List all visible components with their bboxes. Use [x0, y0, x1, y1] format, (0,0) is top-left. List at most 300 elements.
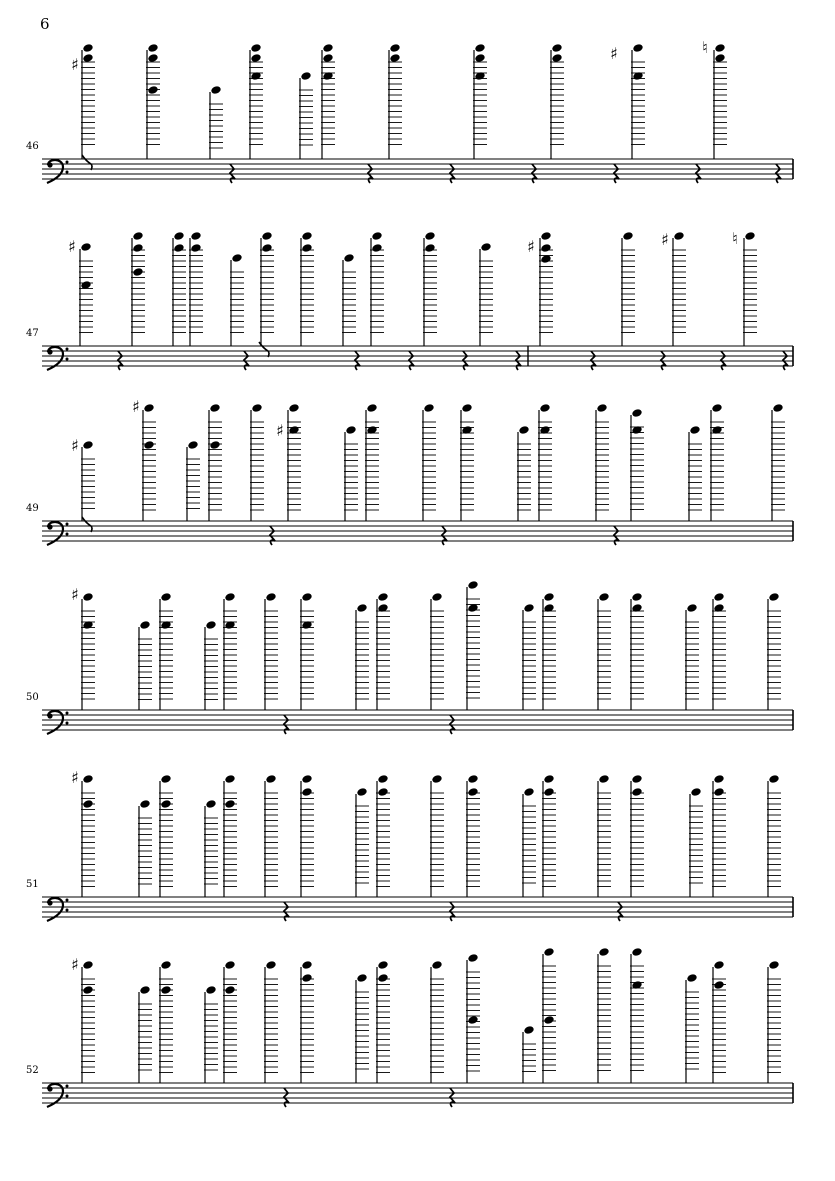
notehead: [265, 960, 276, 970]
notehead: [160, 960, 171, 970]
chord-stem: [689, 787, 703, 897]
chord-stem: [388, 43, 402, 159]
notehead: [598, 774, 609, 784]
notehead: [431, 960, 442, 970]
notehead: [631, 408, 642, 418]
chord-stem: [138, 620, 152, 710]
sharp-icon: ♯: [527, 237, 535, 256]
quarter-rest: [614, 526, 619, 545]
notehead: [377, 603, 388, 613]
chord-stem: [355, 973, 369, 1083]
quarter-rest: [721, 351, 726, 370]
notehead: [356, 787, 367, 797]
notehead: [423, 403, 434, 413]
measure-number: 46: [26, 141, 39, 152]
notehead: [539, 403, 550, 413]
chord-stem: [630, 408, 644, 521]
chord-stem: [376, 592, 390, 710]
chord-stem: [376, 774, 390, 897]
chord-stem: [522, 787, 536, 897]
notehead: [467, 1015, 478, 1025]
notehead: [543, 1015, 554, 1025]
chord-stem: [630, 774, 644, 897]
notehead: [467, 774, 478, 784]
notehead: [82, 440, 93, 450]
chord-stem: [189, 231, 203, 346]
chord-stem: [597, 774, 611, 897]
quarter-rest: [409, 351, 414, 370]
notehead: [343, 253, 354, 263]
notehead: [224, 799, 235, 809]
notehead: [301, 620, 312, 630]
notehead: [598, 947, 609, 957]
notehead: [551, 43, 562, 53]
notehead: [713, 592, 724, 602]
eighth-flag: [82, 155, 92, 170]
notehead: [523, 787, 534, 797]
chord-stem: [344, 425, 358, 521]
chord-stem: [688, 425, 702, 521]
chord-stem: [767, 960, 781, 1083]
notehead: [82, 620, 93, 630]
notehead: [518, 425, 529, 435]
bass-clef-icon: [47, 1084, 69, 1107]
chord-stem: [79, 242, 93, 346]
quarter-rest: [450, 715, 455, 734]
sharp-icon: ♯: [610, 44, 618, 63]
chord-stem: [743, 231, 757, 346]
page-number: 6: [40, 15, 50, 33]
notehead: [480, 242, 491, 252]
chord-stem: [355, 603, 369, 710]
notehead: [301, 960, 312, 970]
notehead: [265, 774, 276, 784]
chord-stem: [138, 985, 152, 1083]
notehead: [173, 231, 184, 241]
notehead: [631, 980, 642, 990]
notehead: [250, 71, 261, 81]
notehead: [301, 774, 312, 784]
notehead: [231, 253, 242, 263]
staff-system: [42, 897, 793, 917]
notehead: [301, 231, 312, 241]
quarter-rest: [244, 351, 249, 370]
measure-number: 49: [26, 503, 39, 514]
chord-stem: [631, 43, 645, 159]
notehead: [209, 403, 220, 413]
chord-stem: [204, 620, 218, 710]
notehead: [377, 973, 388, 983]
sharp-icon: ♯: [71, 768, 79, 787]
notehead: [224, 985, 235, 995]
notehead: [523, 603, 534, 613]
quarter-rest: [618, 902, 623, 921]
notehead: [598, 592, 609, 602]
notehead: [224, 774, 235, 784]
notehead: [543, 603, 554, 613]
notehead: [431, 592, 442, 602]
notehead: [543, 774, 554, 784]
measure-number: 51: [26, 879, 39, 890]
quarter-rest: [463, 351, 468, 370]
bass-clef-icon: [47, 711, 69, 734]
chord-stem: [542, 947, 556, 1083]
chord-stem: [300, 960, 314, 1083]
chord-stem: [138, 799, 152, 897]
notehead: [132, 243, 143, 253]
notehead: [377, 774, 388, 784]
quarter-rest: [614, 164, 619, 183]
chord-stem: [209, 85, 223, 159]
sharp-icon: ♯: [71, 55, 79, 74]
staff-system: [42, 159, 793, 179]
chord-stem: [430, 592, 444, 710]
chord-stem: [300, 231, 314, 346]
notehead: [147, 53, 158, 63]
staff-system: [42, 346, 793, 366]
bass-clef-icon: [47, 898, 69, 921]
notehead: [713, 960, 724, 970]
chord-stem: [710, 403, 724, 521]
chord-stem: [223, 592, 237, 710]
notehead: [160, 985, 171, 995]
chord-stem: [712, 960, 726, 1083]
chord-stem: [223, 960, 237, 1083]
chord-stem: [81, 440, 95, 521]
notehead: [224, 620, 235, 630]
notehead: [686, 973, 697, 983]
notehead: [205, 799, 216, 809]
notehead: [187, 440, 198, 450]
quarter-rest: [368, 164, 373, 183]
staff-system: [42, 710, 793, 730]
chord-stem: [264, 592, 278, 710]
sharp-icon: ♯: [68, 237, 76, 256]
chord-stem: [260, 231, 274, 346]
quarter-rest: [442, 526, 447, 545]
chord-stem: [423, 231, 437, 346]
notehead: [631, 947, 642, 957]
notehead: [713, 774, 724, 784]
notehead: [82, 985, 93, 995]
chord-stem: [550, 43, 564, 159]
chord-stem: [538, 403, 552, 521]
staff-system: [42, 521, 793, 541]
chord-stem: [204, 799, 218, 897]
chord-stem: [146, 43, 160, 159]
notehead: [251, 403, 262, 413]
chord-stem: [342, 253, 356, 346]
notehead: [80, 242, 91, 252]
quarter-rest: [450, 902, 455, 921]
notehead: [143, 403, 154, 413]
chord-stem: [542, 592, 556, 710]
bass-clef-icon: [47, 347, 69, 370]
chord-stem: [767, 774, 781, 897]
notehead: [377, 592, 388, 602]
bass-clef-icon: [47, 160, 69, 183]
notehead: [474, 43, 485, 53]
notehead: [596, 403, 607, 413]
chord-stem: [370, 231, 384, 346]
chord-stem: [771, 403, 785, 521]
eighth-flag: [82, 517, 92, 532]
notehead: [82, 592, 93, 602]
notehead: [768, 592, 779, 602]
notehead: [143, 440, 154, 450]
chord-stem: [172, 231, 186, 346]
chord-stem: [473, 43, 487, 159]
notehead: [301, 592, 312, 602]
chord-stem: [597, 592, 611, 710]
notehead: [322, 43, 333, 53]
notehead: [673, 231, 684, 241]
notehead: [540, 243, 551, 253]
chord-stem: [685, 973, 699, 1083]
notehead: [288, 425, 299, 435]
natural-icon: ♮: [732, 229, 738, 248]
notehead: [631, 603, 642, 613]
notehead: [173, 243, 184, 253]
notehead: [371, 243, 382, 253]
notehead: [543, 947, 554, 957]
notehead: [714, 53, 725, 63]
notehead: [160, 774, 171, 784]
eighth-flag: [259, 342, 269, 357]
notehead: [224, 592, 235, 602]
chord-stem: [479, 242, 493, 346]
notehead: [356, 603, 367, 613]
notehead: [474, 71, 485, 81]
notehead: [768, 774, 779, 784]
notehead: [190, 231, 201, 241]
chord-stem: [767, 592, 781, 710]
chord-stem: [264, 960, 278, 1083]
quarter-rest: [355, 351, 360, 370]
notehead: [539, 425, 550, 435]
chord-stem: [159, 774, 173, 897]
chord-stem: [466, 580, 480, 710]
notehead: [301, 243, 312, 253]
chord-stem: [430, 960, 444, 1083]
quarter-rest: [118, 351, 123, 370]
notehead: [139, 799, 150, 809]
notehead: [389, 43, 400, 53]
quarter-rest: [284, 1088, 289, 1107]
notehead: [288, 403, 299, 413]
chord-stem: [460, 403, 474, 521]
notehead: [631, 774, 642, 784]
quarter-rest: [776, 164, 781, 183]
notehead: [205, 620, 216, 630]
quarter-rest: [270, 526, 275, 545]
quarter-rest: [516, 351, 521, 370]
chord-stem: [539, 231, 553, 346]
notehead: [82, 799, 93, 809]
chord-stem: [159, 592, 173, 710]
notehead: [82, 774, 93, 784]
chord-stem: [621, 231, 635, 346]
chord-stem: [630, 947, 644, 1083]
quarter-rest: [450, 1088, 455, 1107]
notehead: [82, 43, 93, 53]
notehead: [261, 231, 272, 241]
notehead: [209, 440, 220, 450]
chord-stem: [522, 603, 536, 710]
chord-stem: [542, 774, 556, 897]
notehead: [467, 953, 478, 963]
notehead: [768, 960, 779, 970]
notehead: [371, 231, 382, 241]
notehead: [366, 425, 377, 435]
chord-stem: [300, 592, 314, 710]
chord-stem: [685, 603, 699, 710]
measure-number: 52: [26, 1065, 39, 1076]
notehead: [82, 53, 93, 63]
notehead: [424, 243, 435, 253]
chord-stem: [186, 440, 200, 521]
chord-stem: [672, 231, 686, 346]
notehead: [356, 973, 367, 983]
sharp-icon: ♯: [661, 230, 669, 249]
notehead: [543, 592, 554, 602]
notehead: [377, 787, 388, 797]
notehead: [631, 787, 642, 797]
notehead: [772, 403, 783, 413]
chord-stem: [430, 774, 444, 897]
notehead: [523, 1025, 534, 1035]
notehead: [160, 620, 171, 630]
notehead: [632, 71, 643, 81]
sharp-icon: ♯: [71, 955, 79, 974]
notehead: [139, 620, 150, 630]
notehead: [461, 403, 472, 413]
chord-stem: [466, 953, 480, 1083]
chord-stem: [299, 71, 313, 159]
notehead: [540, 231, 551, 241]
quarter-rest: [230, 164, 235, 183]
chord-stem: [300, 774, 314, 897]
chord-stem: [223, 774, 237, 897]
chord-stem: [250, 403, 264, 521]
notehead: [551, 53, 562, 63]
notehead: [224, 960, 235, 970]
notehead: [631, 425, 642, 435]
notehead: [632, 43, 643, 53]
notehead: [713, 787, 724, 797]
measure-number: 50: [26, 692, 39, 703]
notehead: [147, 43, 158, 53]
notehead: [322, 71, 333, 81]
quarter-rest: [450, 164, 455, 183]
chord-stem: [159, 960, 173, 1083]
notehead: [543, 787, 554, 797]
notehead: [424, 231, 435, 241]
notehead: [139, 985, 150, 995]
notehead: [467, 580, 478, 590]
notehead: [366, 403, 377, 413]
chord-stem: [81, 43, 95, 159]
quarter-rest: [532, 164, 537, 183]
chord-stem: [712, 592, 726, 710]
notehead: [714, 43, 725, 53]
chord-stem: [466, 774, 480, 897]
measure-number: 47: [26, 328, 39, 339]
notehead: [132, 231, 143, 241]
sharp-icon: ♯: [276, 421, 284, 440]
staff-system: [42, 1083, 793, 1103]
chord-stem: [142, 403, 156, 521]
notehead: [210, 85, 221, 95]
notehead: [686, 603, 697, 613]
notehead: [389, 53, 400, 63]
notehead: [205, 985, 216, 995]
notehead: [160, 799, 171, 809]
natural-icon: ♮: [702, 38, 708, 57]
notehead: [132, 267, 143, 277]
sharp-icon: ♯: [71, 436, 79, 455]
quarter-rest: [696, 164, 701, 183]
notehead: [474, 53, 485, 63]
quarter-rest: [661, 351, 666, 370]
notehead: [689, 425, 700, 435]
chord-stem: [81, 960, 95, 1083]
notehead: [711, 403, 722, 413]
chord-stem: [713, 43, 727, 159]
notehead: [261, 243, 272, 253]
chord-stem: [522, 1025, 536, 1083]
notehead: [431, 774, 442, 784]
chord-stem: [630, 592, 644, 710]
notehead: [744, 231, 755, 241]
quarter-rest: [591, 351, 596, 370]
chord-stem: [208, 403, 222, 521]
chord-stem: [517, 425, 531, 521]
notehead: [265, 592, 276, 602]
quarter-rest: [284, 902, 289, 921]
chord-stem: [81, 592, 95, 710]
notehead: [713, 980, 724, 990]
chord-stem: [422, 403, 436, 521]
quarter-rest: [284, 715, 289, 734]
notehead: [713, 603, 724, 613]
bass-clef-icon: [47, 522, 69, 545]
chord-stem: [597, 947, 611, 1083]
notehead: [190, 243, 201, 253]
sharp-icon: ♯: [71, 585, 79, 604]
chord-stem: [355, 787, 369, 897]
notehead: [160, 592, 171, 602]
chord-stem: [287, 403, 301, 521]
notehead: [377, 960, 388, 970]
notehead: [147, 85, 158, 95]
chord-stem: [365, 403, 379, 521]
chord-stem: [204, 985, 218, 1083]
chord-stem: [131, 231, 145, 346]
chord-stem: [81, 774, 95, 897]
notehead: [690, 787, 701, 797]
notehead: [631, 592, 642, 602]
notehead: [622, 231, 633, 241]
notehead: [300, 71, 311, 81]
chord-stem: [230, 253, 244, 346]
notehead: [301, 787, 312, 797]
chord-stem: [376, 960, 390, 1083]
notehead: [345, 425, 356, 435]
notehead: [322, 53, 333, 63]
notehead: [250, 43, 261, 53]
quarter-rest: [783, 351, 788, 370]
